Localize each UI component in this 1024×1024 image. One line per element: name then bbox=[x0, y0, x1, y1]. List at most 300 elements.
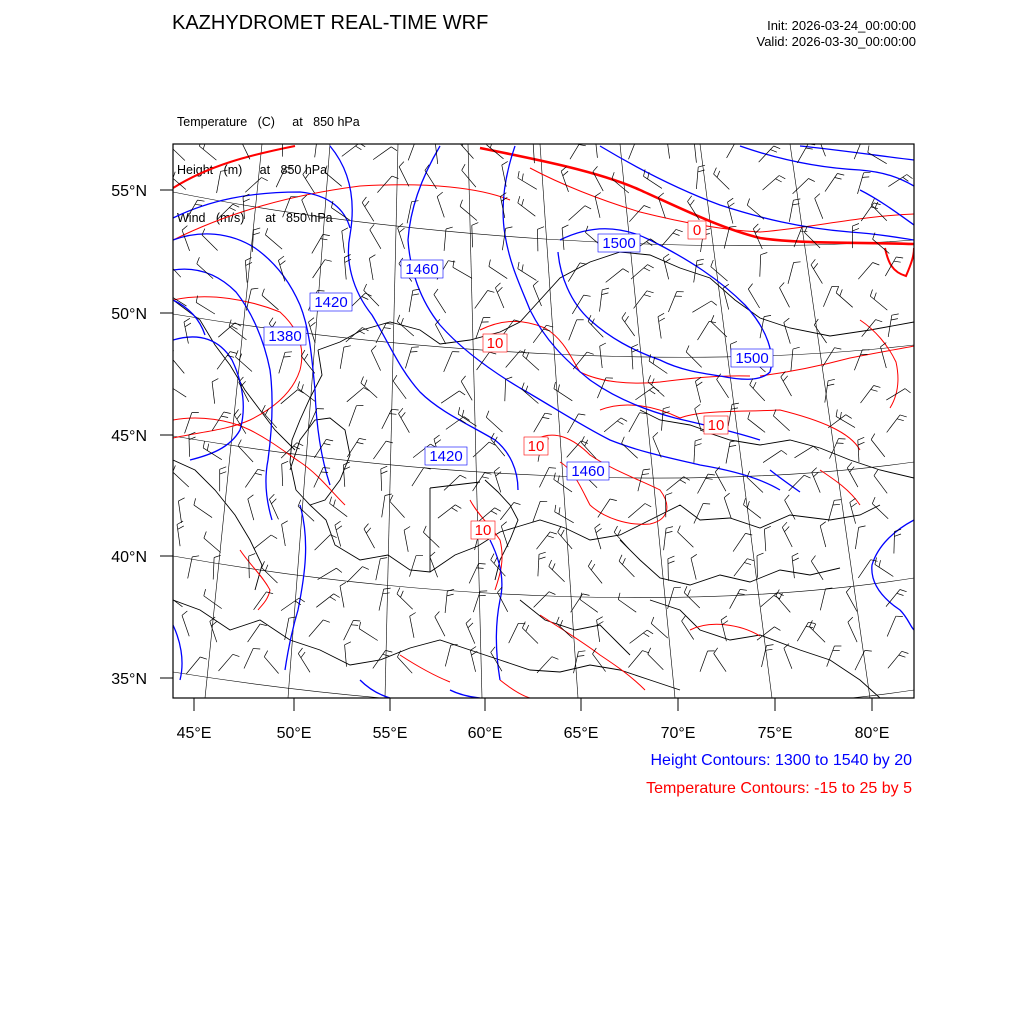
svg-text:1460: 1460 bbox=[571, 463, 605, 480]
wind-barb-feather bbox=[342, 228, 348, 231]
wind-barb-feather bbox=[550, 532, 557, 534]
wind-barb bbox=[717, 379, 729, 397]
wind-barb bbox=[597, 378, 606, 398]
svg-text:1420: 1420 bbox=[429, 448, 463, 465]
wind-barb-feather bbox=[905, 389, 911, 393]
wind-barb-feather bbox=[871, 434, 875, 440]
wind-barb bbox=[814, 325, 826, 343]
wind-barb bbox=[397, 657, 412, 673]
wind-barb-feather bbox=[284, 357, 291, 358]
wind-barb-feather bbox=[325, 260, 332, 262]
wind-barb-feather bbox=[554, 382, 556, 389]
wind-barb-feather bbox=[848, 617, 853, 622]
wind-barb-feather bbox=[581, 140, 588, 141]
wind-barb-feather bbox=[785, 495, 790, 500]
wind-barb-feather bbox=[212, 379, 218, 382]
wind-barb-feather bbox=[165, 587, 167, 594]
wind-barb-feather bbox=[666, 531, 673, 533]
wind-barb bbox=[854, 350, 862, 371]
wind-barb bbox=[248, 499, 254, 520]
wind-barb-feather bbox=[674, 587, 681, 588]
wind-barb-feather bbox=[584, 295, 591, 296]
lon-label-75: 75°E bbox=[757, 725, 793, 742]
wind-barb bbox=[313, 260, 325, 278]
wind-barb bbox=[759, 146, 774, 162]
wind-barb-feather bbox=[731, 341, 737, 344]
wind-barb bbox=[569, 320, 577, 341]
wind-barb-feather bbox=[364, 284, 367, 290]
wind-barb-feather bbox=[872, 497, 875, 504]
wind-barb bbox=[371, 351, 380, 371]
wind-barb-feather bbox=[169, 139, 172, 145]
wind-barb bbox=[629, 413, 640, 432]
wind-barb-feather bbox=[874, 386, 881, 388]
wind-barb-feather bbox=[390, 495, 393, 501]
wind-barb bbox=[539, 468, 549, 488]
wind-barb bbox=[781, 377, 792, 396]
wind-barb-feather bbox=[783, 376, 788, 381]
wind-barb-feather bbox=[647, 630, 653, 634]
wind-barb-feather bbox=[690, 200, 694, 206]
wind-barb-feather bbox=[254, 228, 261, 230]
wind-barb-feather bbox=[491, 647, 495, 653]
wind-barb-feather bbox=[852, 224, 859, 227]
wind-barb bbox=[204, 596, 222, 609]
wind-barb bbox=[423, 532, 439, 547]
wind-barb-feather bbox=[666, 527, 673, 529]
wind-barb bbox=[262, 411, 277, 428]
wind-barb-feather bbox=[774, 627, 780, 631]
wind-barb bbox=[505, 379, 506, 401]
wind-barb-feather bbox=[323, 468, 330, 469]
wind-barb bbox=[570, 140, 581, 159]
wind-barb-feather bbox=[459, 391, 465, 395]
wind-barb-feather bbox=[680, 480, 686, 484]
lon-label-50: 50°E bbox=[276, 725, 312, 742]
wind-barb-feather bbox=[646, 242, 652, 246]
wind-barb-feather bbox=[362, 197, 366, 203]
height-contours bbox=[173, 146, 914, 698]
wind-barb-feather bbox=[892, 314, 899, 315]
wind-barb bbox=[622, 318, 635, 336]
wind-barb bbox=[782, 527, 792, 547]
wind-barb-feather bbox=[495, 283, 500, 288]
wind-barb-feather bbox=[894, 261, 901, 262]
wind-barb bbox=[165, 594, 183, 607]
wind-barb-feather bbox=[865, 650, 872, 651]
lat-label-50: 50°N bbox=[111, 306, 147, 323]
wind-barb bbox=[888, 651, 902, 668]
wind-barb-feather bbox=[748, 284, 752, 290]
wind-barb-feather bbox=[494, 467, 499, 471]
wind-barb-feather bbox=[651, 617, 654, 624]
wind-barb-feather bbox=[326, 439, 333, 441]
wind-barb-feather bbox=[253, 649, 260, 650]
wind-barb-feather bbox=[658, 193, 663, 198]
wind-barb-feather bbox=[351, 625, 358, 626]
wind-barb-feather bbox=[447, 594, 454, 596]
wind-barb-feather bbox=[868, 146, 869, 153]
wind-barb-feather bbox=[874, 470, 878, 476]
wind-barb-feather bbox=[610, 499, 617, 501]
wind-barb-feather bbox=[897, 419, 904, 421]
wind-barb bbox=[811, 265, 822, 284]
wind-barb bbox=[789, 200, 793, 222]
lat-label-35: 35°N bbox=[111, 671, 147, 688]
wind-barb-feather bbox=[334, 594, 340, 598]
wind-barb bbox=[404, 530, 408, 552]
wind-barb bbox=[381, 469, 382, 491]
wind-barb bbox=[399, 167, 409, 187]
wind-barb-feather bbox=[494, 557, 497, 563]
wind-barb-feather bbox=[381, 466, 387, 469]
wind-barb bbox=[254, 535, 271, 549]
wind-barb bbox=[281, 598, 299, 611]
wind-barb bbox=[855, 650, 865, 670]
wind-barb bbox=[441, 391, 459, 403]
wind-barb-feather bbox=[765, 649, 772, 650]
wind-barb-feather bbox=[555, 505, 556, 512]
wind-barb-feather bbox=[711, 315, 714, 322]
wind-barb-feather bbox=[781, 450, 787, 454]
wind-barb-feather bbox=[622, 558, 625, 564]
wind-barb-feather bbox=[876, 320, 883, 322]
wind-barb bbox=[523, 356, 539, 371]
wind-barb bbox=[173, 472, 189, 487]
wind-barb-feather bbox=[748, 412, 750, 419]
wind-barb bbox=[373, 441, 386, 459]
wind-barb-feather bbox=[836, 410, 837, 417]
wind-barb-feather bbox=[455, 505, 461, 509]
wind-barb-feather bbox=[622, 437, 625, 444]
wind-barb bbox=[698, 321, 710, 340]
wind-barb-feather bbox=[678, 526, 681, 532]
wind-barb-feather bbox=[477, 568, 484, 569]
wind-barb bbox=[376, 559, 381, 581]
wind-barb bbox=[316, 594, 333, 608]
wind-barb-feather bbox=[204, 532, 206, 539]
wind-barb bbox=[491, 560, 506, 576]
wind-barb bbox=[614, 532, 629, 549]
wind-barb bbox=[282, 464, 283, 486]
wind-barb-feather bbox=[764, 526, 770, 529]
wind-barb-feather bbox=[230, 352, 237, 354]
wind-barb-feather bbox=[330, 597, 336, 601]
wind-barb bbox=[212, 412, 224, 431]
wind-barb-feather bbox=[479, 564, 486, 565]
wind-barb bbox=[858, 440, 859, 462]
wind-barb bbox=[178, 501, 181, 523]
wind-barb bbox=[370, 230, 381, 249]
wind-barb-feather bbox=[401, 318, 404, 325]
wind-barb-feather bbox=[729, 203, 735, 207]
wind-barb-feather bbox=[207, 444, 208, 451]
wind-barb-feather bbox=[177, 521, 183, 524]
wind-barb bbox=[820, 526, 826, 547]
wind-barb-feather bbox=[619, 555, 622, 561]
wind-barb bbox=[315, 135, 318, 157]
wind-barb bbox=[347, 438, 359, 457]
wind-barb-feather bbox=[518, 262, 519, 269]
wind-barb-feather bbox=[434, 435, 440, 439]
wind-barb bbox=[244, 649, 253, 669]
wind-barb-feather bbox=[501, 522, 506, 526]
wind-barb-feather bbox=[776, 179, 782, 182]
wind-barb-feather bbox=[353, 620, 360, 621]
wind-barb-feather bbox=[265, 228, 267, 235]
wind-barb bbox=[684, 593, 700, 608]
wind-barb bbox=[618, 600, 636, 613]
svg-text:0: 0 bbox=[692, 222, 702, 239]
wind-barb-feather bbox=[203, 441, 204, 448]
wind-barb-feather bbox=[642, 651, 649, 653]
wind-barb-feather bbox=[369, 255, 375, 259]
wind-barb bbox=[522, 628, 538, 644]
wind-barb bbox=[347, 388, 364, 402]
wind-barb bbox=[276, 167, 285, 187]
wind-barb-feather bbox=[542, 417, 549, 418]
wind-barb-feather bbox=[682, 615, 686, 621]
wind-barb bbox=[836, 416, 855, 427]
wind-barb-feather bbox=[900, 590, 907, 592]
wind-barb-feather bbox=[334, 500, 336, 507]
wind-barb-feather bbox=[522, 264, 523, 271]
wind-barb-feather bbox=[289, 617, 296, 618]
wind-barb-feather bbox=[386, 441, 393, 443]
wind-barb bbox=[240, 140, 250, 160]
wind-barb bbox=[434, 295, 446, 314]
wind-barb-feather bbox=[301, 384, 303, 391]
wind-barb-feather bbox=[859, 526, 866, 528]
wind-barb-feather bbox=[446, 227, 453, 229]
wind-barb bbox=[887, 616, 896, 636]
wind-barb-feather bbox=[184, 318, 190, 322]
wind-barb-feather bbox=[506, 377, 513, 379]
wind-barb-feather bbox=[166, 255, 169, 261]
field-height: Height (m) at 850 hPa bbox=[177, 163, 328, 177]
wind-barb bbox=[537, 657, 552, 673]
wind-barb-feather bbox=[242, 139, 247, 144]
wind-barb-feather bbox=[522, 199, 524, 206]
wind-barb bbox=[382, 496, 385, 518]
wind-barb bbox=[509, 623, 519, 643]
wind-barb-feather bbox=[648, 375, 651, 382]
wind-barb bbox=[733, 533, 745, 551]
wind-barb-feather bbox=[562, 225, 568, 228]
wind-barb-feather bbox=[643, 633, 649, 637]
wind-barb-feather bbox=[301, 652, 305, 658]
lon-label-70: 70°E bbox=[660, 725, 696, 742]
wind-barb-feather bbox=[737, 139, 744, 140]
wind-barb-feather bbox=[744, 563, 751, 565]
wind-barb bbox=[726, 442, 730, 464]
wind-barb bbox=[780, 288, 790, 308]
wind-barb bbox=[202, 235, 218, 251]
wind-barb-feather bbox=[652, 379, 655, 386]
wind-barb bbox=[744, 505, 761, 518]
wind-barb-feather bbox=[811, 259, 815, 265]
wind-barb bbox=[651, 624, 668, 639]
wind-barb-feather bbox=[384, 588, 391, 589]
wind-barb bbox=[169, 145, 185, 160]
wind-barb-feather bbox=[370, 224, 374, 230]
wind-barb-feather bbox=[271, 499, 276, 504]
wind-barb-feather bbox=[722, 621, 728, 625]
wind-barb bbox=[346, 328, 363, 343]
wind-barb-feather bbox=[397, 651, 400, 657]
wind-barb-feather bbox=[253, 233, 260, 235]
wind-barb-feather bbox=[199, 139, 201, 146]
wind-barb-feather bbox=[238, 440, 241, 446]
wind-barb-feather bbox=[182, 611, 187, 615]
wind-barb bbox=[425, 170, 437, 189]
lat-label-40: 40°N bbox=[111, 549, 147, 566]
wind-barb-feather bbox=[286, 167, 293, 168]
height-label-1500-east bbox=[731, 349, 773, 367]
wind-barb bbox=[262, 295, 279, 310]
wind-barb bbox=[881, 347, 887, 368]
wind-barb-feather bbox=[617, 421, 623, 424]
wind-barb bbox=[217, 352, 230, 370]
wind-barb-feather bbox=[897, 593, 904, 595]
wind-barb bbox=[245, 469, 257, 487]
wind-barb-feather bbox=[265, 565, 268, 571]
wind-barb-feather bbox=[709, 321, 716, 322]
wind-barb-feather bbox=[435, 612, 440, 617]
wind-barb-feather bbox=[757, 553, 764, 556]
wind-barb-feather bbox=[522, 174, 523, 181]
wind-barb bbox=[373, 147, 391, 160]
wind-barb bbox=[858, 560, 870, 578]
wind-barb bbox=[229, 326, 246, 340]
wind-barb-feather bbox=[496, 472, 502, 476]
wind-barb-feather bbox=[784, 318, 790, 322]
wind-barb bbox=[302, 200, 310, 220]
wind-barb-feather bbox=[357, 442, 364, 444]
wind-barb bbox=[444, 229, 446, 251]
wind-barb-feather bbox=[806, 148, 813, 149]
wind-barb-feather bbox=[740, 589, 747, 590]
wind-barb bbox=[667, 137, 670, 159]
wind-barb-feather bbox=[393, 375, 397, 381]
wind-barb-feather bbox=[362, 297, 368, 300]
wind-barb-feather bbox=[434, 289, 438, 295]
wind-barb-feather bbox=[310, 322, 316, 326]
temperature-contour-legend: Temperature Contours: -15 to 25 by 5 bbox=[646, 780, 912, 797]
wind-barb-feather bbox=[623, 269, 629, 273]
wind-barb-feather bbox=[284, 172, 291, 173]
wind-barb bbox=[265, 235, 282, 249]
wind-barb bbox=[340, 586, 344, 608]
lon-label-80: 80°E bbox=[854, 725, 890, 742]
wind-barb-feather bbox=[595, 133, 601, 136]
wind-barb-feather bbox=[522, 383, 524, 390]
wind-barb bbox=[196, 302, 215, 314]
wind-barb-feather bbox=[695, 444, 702, 446]
wind-barb-feather bbox=[470, 647, 476, 651]
wind-barb-feather bbox=[644, 268, 650, 271]
wind-barb bbox=[506, 351, 520, 368]
wind-barb-feather bbox=[851, 503, 857, 507]
wind-barb bbox=[628, 504, 645, 518]
field-wind: Wind (m/s) at 850 hPa bbox=[177, 211, 333, 225]
wind-barb-feather bbox=[462, 410, 464, 417]
wind-barb-feather bbox=[381, 471, 387, 474]
wind-barb-feather bbox=[269, 318, 273, 324]
wind-barb-feather bbox=[579, 145, 586, 146]
wind-barb-feather bbox=[182, 226, 187, 231]
wind-barb-feather bbox=[695, 439, 702, 441]
wind-barb-feather bbox=[597, 622, 603, 625]
wind-barb-feather bbox=[770, 150, 777, 153]
wind-barb-feather bbox=[614, 526, 617, 532]
wind-barb bbox=[761, 592, 778, 606]
wind-barb-feather bbox=[549, 592, 555, 595]
wind-barb bbox=[588, 566, 602, 583]
wind-barb-feather bbox=[794, 262, 801, 263]
wind-barb-feather bbox=[813, 624, 816, 630]
wind-barb-feather bbox=[526, 625, 529, 631]
wind-barb-feather bbox=[730, 226, 737, 227]
wind-barb bbox=[762, 646, 767, 667]
wind-barb-feather bbox=[896, 257, 903, 258]
wind-barb-feather bbox=[410, 613, 416, 617]
wind-barb bbox=[170, 357, 184, 374]
wind-barb-feather bbox=[688, 590, 691, 596]
svg-text:10: 10 bbox=[527, 438, 545, 455]
wind-barb bbox=[435, 325, 445, 344]
wind-barb-feather bbox=[169, 169, 171, 176]
wind-barb bbox=[445, 645, 451, 666]
wind-barb-feather bbox=[862, 177, 869, 178]
wind-barb-feather bbox=[323, 620, 330, 622]
wind-barb-feather bbox=[272, 322, 276, 328]
wind-barb-feather bbox=[552, 563, 555, 569]
wind-barb bbox=[747, 205, 764, 219]
wind-barb-feather bbox=[846, 415, 852, 419]
wind-barb-feather bbox=[810, 620, 813, 626]
lon-label-65: 65°E bbox=[563, 725, 599, 742]
wind-barb bbox=[501, 526, 508, 547]
wind-barb-feather bbox=[321, 472, 328, 473]
wind-barb-feather bbox=[383, 593, 390, 594]
wind-barb-feather bbox=[330, 535, 336, 538]
wind-barb-feather bbox=[514, 503, 521, 505]
wind-barb-feather bbox=[390, 414, 397, 415]
wind-barb-feather bbox=[834, 500, 841, 501]
svg-text:1500: 1500 bbox=[602, 235, 636, 252]
wind-barb-feather bbox=[233, 204, 239, 207]
wind-barb bbox=[340, 347, 344, 369]
wind-barb bbox=[595, 196, 600, 217]
wind-barb-feather bbox=[262, 289, 264, 296]
wind-barb-feather bbox=[809, 179, 815, 182]
wind-barb-feather bbox=[526, 352, 529, 359]
wind-barb bbox=[486, 417, 502, 432]
wind-barb bbox=[518, 203, 536, 216]
wind-barb bbox=[437, 197, 444, 218]
wind-barb-feather bbox=[221, 416, 228, 417]
wind-barb-feather bbox=[178, 526, 184, 529]
wind-barb-feather bbox=[285, 352, 292, 353]
temperature-label-10-east bbox=[704, 416, 728, 434]
wind-barb-feather bbox=[632, 344, 638, 347]
wind-barb-feather bbox=[747, 559, 754, 561]
wind-barb bbox=[495, 288, 504, 308]
wind-barb-feather bbox=[714, 168, 717, 174]
wind-barb-feather bbox=[858, 437, 864, 440]
wind-barb-feather bbox=[245, 258, 251, 261]
